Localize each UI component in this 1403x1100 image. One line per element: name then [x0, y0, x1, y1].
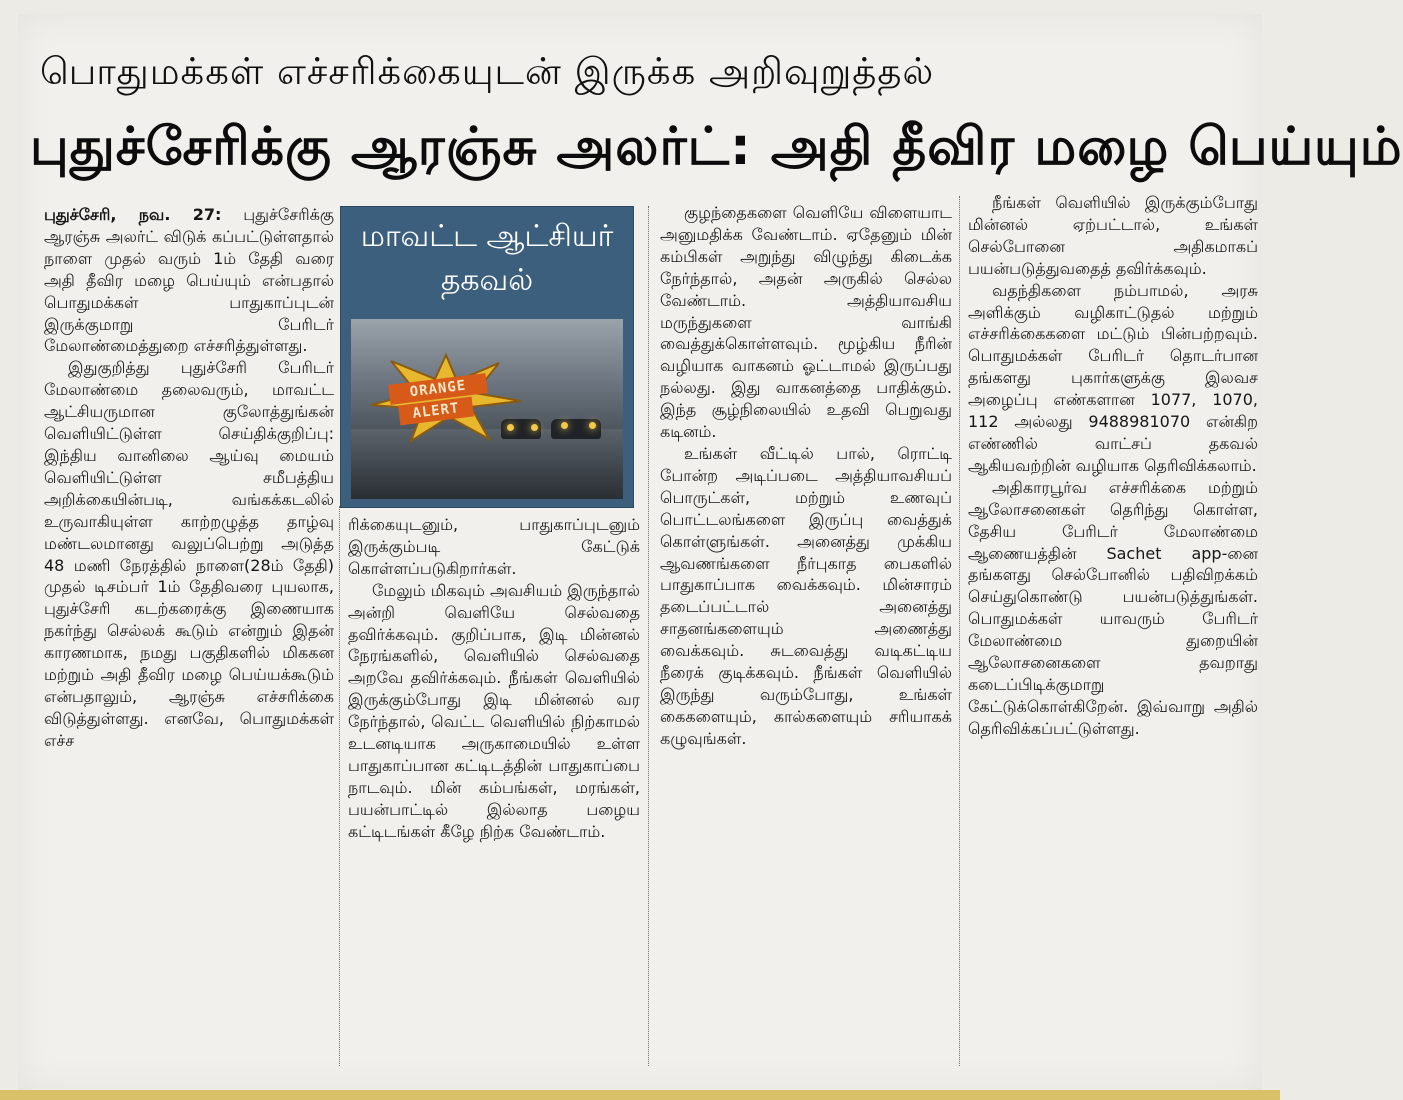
paragraph: ரிக்கையுடனும், பாதுகாப்புடனும் இருக்கும்படி கேட்டுக் கொள்ளப்படுகிறார்கள். — [348, 515, 640, 578]
info-box-title-line-2: தகவல் — [440, 263, 534, 298]
article-column-2 — [348, 514, 640, 843]
lead-paragraph — [44, 204, 334, 357]
paragraph: அதிகாரபூர்வ எச்சரிக்கை மற்றும் ஆலோசனைகள் தெரிந்து கொள்ள, தேசிய பேரிடர் மேலாண்மை ஆணையத்தின் Sachet app-னை தங்களது செல்போனில் பதிவிறக்கம் செய்துகொண்டு பயன்படுத்துங்கள். பொதுமக்கள் யாவரும் பேரிடர் மேலாண்மை துறையின் ஆலோசனைகளை தவறாது கடைப்பிடிக்குமாறு கேட்டுக்கொள்கிறேன். இவ்வாறு அதில் தெரிவிக்கப்பட்டுள்ளது. — [968, 477, 1258, 738]
badge-text-line-1: ORANGE — [388, 373, 488, 405]
headline: புதுச்சேரிக்கு ஆரஞ்சு அலர்ட்: அதி தீவிர மழை பெய்யும் — [30, 117, 1403, 177]
column-divider — [959, 196, 960, 1066]
dateline: புதுச்சேரி, நவ. 27: — [44, 205, 222, 224]
article-column-4 — [968, 192, 1258, 740]
page-edge — [0, 1090, 1280, 1100]
paragraph: நீங்கள் வெளியில் இருக்கும்போது மின்னல் ஏற்பட்டால், உங்கள் செல்போனை அதிகமாகப் பயன்படுத்துவதைத் தவிர்க்கவும். — [968, 193, 1258, 278]
paragraph: உங்கள் வீட்டில் பால், ரொட்டி போன்ற அடிப்படை அத்தியாவசியப் பொருட்கள், மற்றும் உணவுப் பொட்டலங்களை இருப்பு வைத்துக் கொள்ளுங்கள். அனைத்து முக்கிய ஆவணங்களை நீர்புகாத பைகளில் பாதுகாப்பாக வைக்கவும். மின்சாரம் தடைப்பட்டால் அனைத்து சாதனங்களையும் அணைத்து வைக்கவும். சுடவைத்து வடிகட்டிய நீரைக் குடிக்கவும். நீங்கள் வெளியில் இருந்து வரும்போது, உங்கள் கைகளையும், கால்களையும் சரியாகக் கழுவுங்கள். — [660, 443, 952, 748]
headlight — [589, 422, 596, 429]
article-column-1 — [44, 204, 334, 752]
paragraph: வதந்திகளை நம்பாமல், அரசு அளிக்கும் வழிகாட்டுதல் மற்றும் எச்சரிக்கைகளை மட்டும் பின்பற்றவும். பொதுமக்கள் பேரிடர் தொடர்பான தங்களது புகார்களுக்கு இலவச அழைப்பு எண்களான 1077, 1070, 112 அல்லது 9488981070 என்கிற எண்ணில் வாட்சப் தகவல் ஆகியவற்றின் வழியாக தெரிவிக்கலாம். — [968, 280, 1258, 475]
lead-text: புதுச்சேரிக்கு ஆரஞ்சு அலர்ட் விடுக் கப்பட்டுள்ளதால் நாளை முதல் வரும் 1ம் தேதி வரை அதி தீவிர மழை பெய்யும் என்பதால் பொதுமக்கள் பாதுகாப்புடன் இருக்குமாறு பேரிடர் மேலாண்மைத்துறை எச்சரித்துள்ளது. — [44, 205, 334, 356]
badge-text-line-2: ALERT — [398, 397, 474, 426]
headlight — [531, 424, 538, 431]
article-column-3 — [660, 202, 952, 750]
orange-alert-badge — [371, 355, 521, 441]
column-divider — [648, 206, 649, 1066]
info-box-title-line-1: மாவட்ட ஆட்சியர் — [360, 219, 614, 254]
column-divider — [339, 506, 340, 1066]
paragraph: குழந்தைகளை வெளியே விளையாட அனுமதிக்க வேண்டாம். ஏதேனும் மின் கம்பிகள் அறுந்து விழுந்து கிடைக்க நேர்ந்தால், அதன் அருகில் செல்ல வேண்டாம். அத்தியாவசிய மருந்துகளை வாங்கி வைத்துக்கொள்ளவும். மூழ்கிய நீரின் வழியாக வாகனம் ஓட்டாமல் இருப்பது நல்லது. இது வாகனத்தை பாதிக்கும். இந்த சூழ்நிலையில் உதவி பெறுவது கடினம். — [660, 203, 952, 442]
info-box-title — [341, 215, 633, 303]
kicker-subheadline: பொதுமக்கள் எச்சரிக்கையுடன் இருக்க அறிவுறுத்தல் — [40, 50, 935, 93]
paragraph: மேலும் மிகவும் அவசியம் இருந்தால் அன்றி வெளியே செல்வதை தவிர்க்கவும். குறிப்பாக, இடி மின்னல் நேரங்களில், வெளியில் செல்வதை அறவே தவிர்க்கவும். நீங்கள் வெளியில் இருக்கும்போது இடி மின்னல் வர நேர்ந்தால், வெட்ட வெளியில் நிற்காமல் உடனடியாக அருகாமையில் உள்ள பாதுகாப்பான கட்டிடத்தின் பாதுகாப்பை நாடவும். மின் கம்பங்கள், மரங்கள், பயன்பாட்டில் இல்லாத பழைய கட்டிடங்கள் கீழே நிற்க வேண்டாம். — [348, 580, 640, 841]
headlight — [561, 422, 568, 429]
paragraph: இதுகுறித்து புதுச்சேரி பேரிடர் மேலாண்மை தலைவரும், மாவட்ட ஆட்சியருமான குலோத்துங்கன் வெளியிட்டுள்ள செய்திக்குறிப்பு: இந்திய வானிலை ஆய்வு மையம் வெளியிட்டுள்ள சமீபத்திய அறிக்கையின்படி, வங்கக்கடலில் உருவாகியுள்ள காற்றழுத்த தாழ்வு மண்டலமானது வலுப்பெற்று அடுத்த 48 மணி நேரத்தில் நாளை(28ம் தேதி) முதல் டிசம்பர் 1ம் தேதிவரை புயலாக, புதுச்சேரி கடற்கரைக்கு இணையாக நகர்ந்து செல்லக் கூடும் என்றும் இதன் காரணமாக, நமது பகுதிகளில் மிககன மற்றும் அதி தீவிர மழை பெய்யக்கூடும் என்பதாலும், ஆரஞ்சு எச்சரிக்கை விடுத்துள்ளது. எனவே, பொதுமக்கள் எச்ச — [44, 358, 334, 750]
collector-info-box — [340, 206, 634, 508]
